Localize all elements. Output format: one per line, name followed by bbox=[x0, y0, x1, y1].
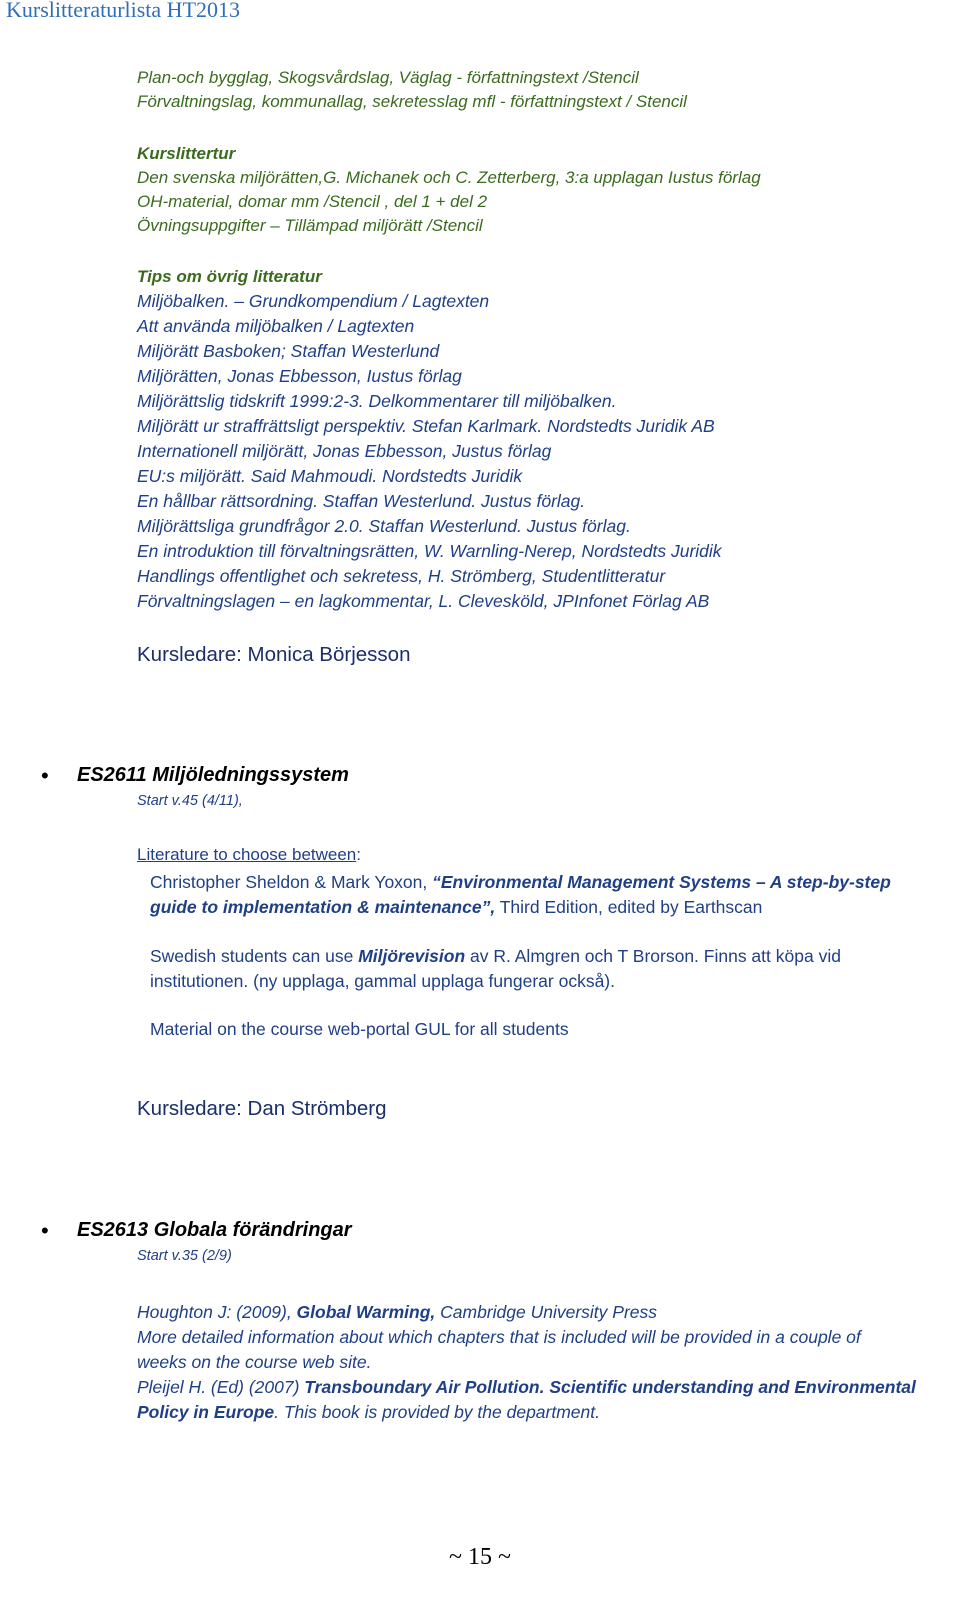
list-item: Internationell miljörätt, Jonas Ebbesson, Justus förlag bbox=[137, 441, 552, 461]
list-item: En hållbar rättsordning. Staffan Westerlund. Justus förlag. bbox=[137, 491, 586, 511]
tips-list bbox=[137, 289, 722, 614]
list-item: Miljörätten, Jonas Ebbesson, Iustus förlag bbox=[137, 366, 462, 386]
swedish-students-entry bbox=[150, 944, 841, 994]
global-warming-title: Global Warming, bbox=[296, 1302, 436, 1322]
bullet-icon: • bbox=[41, 763, 49, 788]
list-item: EU:s miljörätt. Said Mahmoudi. Nordstedts Juridik bbox=[137, 466, 523, 486]
literature-choice-label: Literature to choose between bbox=[137, 845, 357, 864]
bullet-icon: • bbox=[41, 1218, 49, 1243]
course-title-es2613: ES2613 Globala förändringar bbox=[77, 1219, 352, 1241]
pleijel-note: . This book is provided by the department. bbox=[274, 1402, 600, 1422]
gul-material-note: Material on the course web-portal GUL for all students bbox=[150, 1019, 569, 1039]
tips-heading: Tips om övrig litteratur bbox=[137, 267, 322, 286]
houghton-publisher: Cambridge University Press bbox=[435, 1302, 657, 1322]
pleijel-line-2 bbox=[137, 1400, 916, 1425]
list-item: Miljörätt Basboken; Staffan Westerlund bbox=[137, 341, 440, 361]
legal-text-line: Förvaltningslag, kommunallag, sekretesslag mfl - författningstext / Stencil bbox=[137, 92, 687, 111]
houghton-author: Houghton J: (2009), bbox=[137, 1302, 297, 1322]
course-start-es2613: Start v.35 (2/9) bbox=[137, 1248, 232, 1264]
list-item: Miljörättslig tidskrift 1999:2-3. Delkommentarer till miljöbalken. bbox=[137, 391, 617, 411]
list-item: Miljörätt ur straffrättsligt perspektiv. Stefan Karlmark. Nordstedts Juridik AB bbox=[137, 416, 715, 436]
course-start-es2611: Start v.45 (4/11), bbox=[137, 793, 243, 809]
document-header-title: Kurslitteraturlista HT2013 bbox=[6, 0, 241, 22]
chapters-note-line-1: More detailed information about which chapters that is included will be provided in a couple of bbox=[137, 1327, 861, 1347]
course-leader-dan: Kursledare: Dan Strömberg bbox=[137, 1097, 387, 1120]
kurslitteratur-heading: Kurslittertur bbox=[137, 144, 236, 163]
ems-book-title-cont: guide to implementation & maintenance”, bbox=[150, 897, 496, 917]
pleijel-line bbox=[137, 1375, 916, 1400]
swedish-post: av R. Almgren och T Brorson. Finns att köpa vid bbox=[465, 946, 841, 966]
ems-book-line-1 bbox=[150, 870, 891, 895]
list-item: Miljöbalken. – Grundkompendium / Lagtexten bbox=[137, 291, 490, 311]
list-item: Miljörättsliga grundfrågor 2.0. Staffan Westerlund. Justus förlag. bbox=[137, 516, 631, 536]
houghton-line bbox=[137, 1300, 916, 1325]
global-change-literature bbox=[137, 1300, 916, 1425]
legal-texts bbox=[137, 66, 687, 114]
ems-book-authors: Christopher Sheldon & Mark Yoxon, bbox=[150, 872, 433, 892]
list-item: OH-material, domar mm /Stencil , del 1 + del 2 bbox=[137, 192, 488, 211]
list-item: Den svenska miljörätten,G. Michanek och C. Zetterberg, 3:a upplagan Iustus förlag bbox=[137, 168, 761, 187]
page-number: ~ 15 ~ bbox=[449, 1544, 511, 1570]
literature-choice-colon: : bbox=[356, 845, 361, 864]
legal-text-line: Plan-och bygglag, Skogsvårdslag, Väglag - författningstext /Stencil bbox=[137, 68, 639, 87]
swedish-line-1 bbox=[150, 944, 841, 969]
kurslitteratur-list bbox=[137, 166, 761, 238]
course-leader-monica: Kursledare: Monica Börjesson bbox=[137, 643, 411, 666]
course-title-es2611: ES2611 Miljöledningssystem bbox=[77, 764, 349, 786]
literature-choice-heading bbox=[137, 845, 361, 865]
swedish-line-2: institutionen. (ny upplaga, gammal upplaga fungerar också). bbox=[150, 971, 615, 991]
pleijel-author: Pleijel H. (Ed) (2007) bbox=[137, 1377, 305, 1397]
pleijel-title: Transboundary Air Pollution. Scientific understanding and Environmental bbox=[304, 1377, 916, 1397]
miljorevision-title: Miljörevision bbox=[358, 946, 466, 966]
ems-book-title: “Environmental Management Systems – A step-by-step bbox=[432, 872, 891, 892]
chapters-note-line-2: weeks on the course web site. bbox=[137, 1352, 372, 1372]
list-item: Handlings offentlighet och sekretess, H. Strömberg, Studentlitteratur bbox=[137, 566, 666, 586]
ems-book-edition: Third Edition, edited by Earthscan bbox=[495, 897, 763, 917]
pleijel-title-cont: Policy in Europe bbox=[137, 1402, 275, 1422]
list-item: Övningsuppgifter – Tillämpad miljörätt /Stencil bbox=[137, 216, 483, 235]
ems-book-entry bbox=[150, 870, 891, 920]
list-item: Förvaltningslagen – en lagkommentar, L. Clevesköld, JPInfonet Förlag AB bbox=[137, 591, 710, 611]
swedish-pre: Swedish students can use bbox=[150, 946, 359, 966]
list-item: Att använda miljöbalken / Lagtexten bbox=[137, 316, 415, 336]
ems-book-line-2 bbox=[150, 895, 891, 920]
list-item: En introduktion till förvaltningsrätten, W. Warnling-Nerep, Nordstedts Juridik bbox=[137, 541, 722, 561]
